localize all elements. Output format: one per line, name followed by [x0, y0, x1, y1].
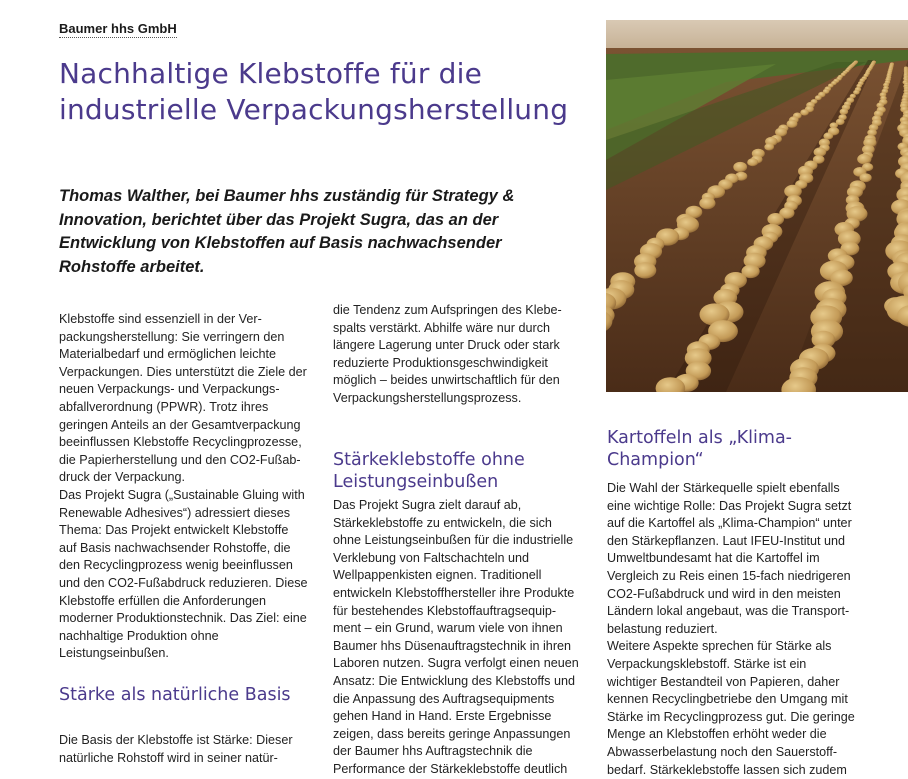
- col3-paragraph-2: Weitere Aspekte sprechen für Stärke als Verpackungsklebstoff. Stärke ist ein wichtiger Bestandteil von Papieren, daher kennen Recyclingbetriebe den Umgang mit Stärke im Recyclingprozess gut. Die geringe Menge an Klebstoffen erhöht weder die Abwasserbelastung noch den Sauerstoff-bedarf. Stärkeklebstoffe lassen sich zudem: [607, 638, 857, 779]
- subhead-staerke-basis: Stärke als natürliche Basis: [59, 684, 299, 706]
- potato: [699, 197, 715, 209]
- potato: [733, 162, 747, 172]
- potato: [764, 143, 774, 150]
- potato: [787, 120, 798, 128]
- subhead-staerkeklebstoffe: Stärkeklebstoffe ohne Leistungseinbußen: [333, 449, 593, 493]
- article-headline: Nachhaltige Klebstoffe für die industrielle Verpackungsherstellung: [59, 56, 579, 128]
- potato: [857, 154, 871, 165]
- subhead-kartoffeln: Kartoffeln als „Klima-Champion“: [607, 427, 867, 471]
- potato: [860, 173, 872, 182]
- col1-paragraph-3: Die Basis der Klebstoffe ist Stärke: Dieser natürliche Rohstoff wird in seiner natür-: [59, 732, 309, 767]
- column-3: [607, 480, 857, 779]
- company-name: Baumer hhs GmbH: [59, 21, 177, 38]
- col2-paragraph-2: Das Projekt Sugra zielt darauf ab, Stärkeklebstoffe zu entwickeln, die sich ohne Leistungseinbußen für die industrielle Verklebung von Faltschachteln und Wellpappenkisten eignen. Traditionell entwickeln Klebstoffhersteller ihre Produkte für bestehendes Klebstoffauftragsequip-ment – ein Grund, warum viele von ihnen Baumer hhs Düsenauftragstechnik in ihren Laboren nutzen. Sugra verfolgt einen neuen Ansatz: Die Entwicklung des Klebstoffs und die Anpassung des Auftragsequipments gehen Hand in Hand. Erste Ergebnisse zeigen, dass bereits geringe Anpassungen der Baumer hhs Auftragstechnik die Performance der Stärkeklebstoffe deutlich: [333, 497, 581, 779]
- potato-field-image: [606, 20, 908, 392]
- col2-paragraph-1: die Tendenz zum Aufspringen des Klebe-spalts verstärkt. Abhilfe wäre nur durch längere Lagerung unter Druck oder stark reduzierte Produktionsgeschwindigkeit möglich – beides unwirtschaftlich für den Verpackungsherstellungsprozess.: [333, 302, 581, 408]
- potato: [747, 158, 758, 166]
- column-2: [333, 302, 581, 408]
- column-2-continuation: [333, 497, 581, 779]
- potato: [634, 262, 656, 278]
- column-1-continuation: [59, 732, 309, 767]
- potato: [840, 109, 849, 115]
- potato: [800, 109, 809, 115]
- article-lead: Thomas Walther, bei Baumer hhs zuständig für Strategy & Innovation, berichtet über das Projekt Sugra, das an der Entwicklung von Klebstoffen auf Basis nachwachsender Rohstoffe arbeitet.: [59, 185, 569, 279]
- col3-paragraph-1: Die Wahl der Stärkequelle spielt ebenfalls eine wichtige Rolle: Das Projekt Sugra setzt auf die Kartoffel als „Klima-Champion“ unter den Stärkepflanzen. Laut IFEU-Institut und Umweltbundesamt hat die Kartoffel im Vergleich zu Reis einen 15-fach niedrigeren CO2-Fußabdruck und wird in den meisten Ländern lokal angebaut, was die Transport-belastung reduziert.: [607, 480, 857, 638]
- col1-paragraph-1: Klebstoffe sind essenziell in der Ver-packungsherstellung: Sie verringern den Materialbedarf und ermöglichen leichte Verpackungen. Dies unterstützt die Ziele der neuen Verpackungs- und Verpackungs-abfallverordnung (PPWR). Trotz ihres geringen Anteils an der Gesamtverpackung beeinflussen Klebstoffe Recyclingprozesse, die Papierherstellung und den CO2-Fußab-druck der Verpackung.: [59, 311, 309, 487]
- potato: [853, 90, 860, 95]
- potato: [767, 213, 784, 225]
- col1-paragraph-2: Das Projekt Sugra („Sustainable Gluing with Renewable Adhesives“) adressiert dieses Thema: Das Projekt entwickelt Klebstoffe auf Basis nachwachsender Rohstoffe, die den Recyclingprozess wenig beeinflussen und den CO2-Fußabdruck reduzieren. Diese Klebstoffe erfüllen die Anforderungen moderner Produktionstechnik. Das Ziel: eine nachhaltige Produktion ohne Leistungseinbußen.: [59, 487, 309, 663]
- column-1: [59, 311, 309, 663]
